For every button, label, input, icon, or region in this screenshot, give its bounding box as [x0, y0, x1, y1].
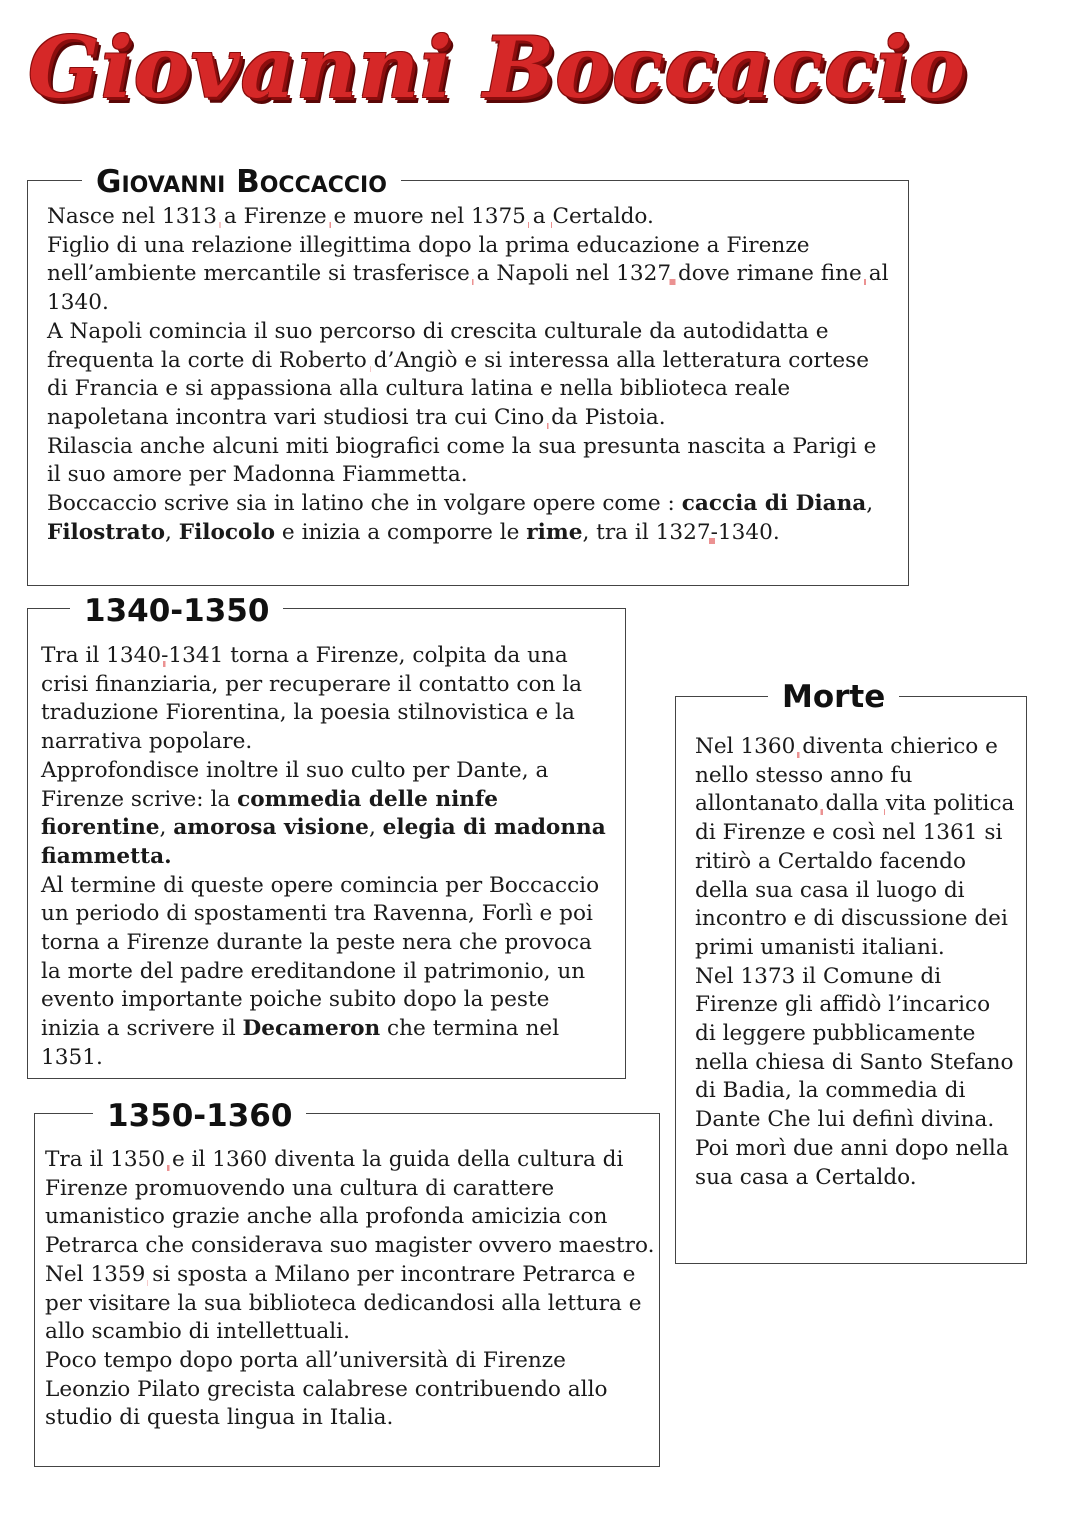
- section-1350-text: Tra il 1350 e il 1360 diventa la guida della cultura di Firenze promuovendo una cultura di carattere umanistico grazie anche alla profonda amicizia con Petrarca che considerava suo magister ovvero maestro. Nel 1359 si sposta a Milano per incontrare Petrarca e per visitare la sua biblioteca dedicandosi alla lettura e allo scambio di intellettuali. Poco tempo dopo porta all’università di Firenze Leonzio Pilato grecista calabrese contribuendo allo studio di questa lingua in Italia.: [45, 1147, 655, 1431]
- page-title: Giovanni Boccaccio: [28, 18, 967, 117]
- section-1340-text: Tra il 1340-1341 torna a Firenze, colpita da una crisi finanziaria, per recuperare il contatto con la traduzione Fiorentina, la poesia stilnovistica e la narrativa popolare. Approfondisce inoltre il suo culto per Dante, a Firenze scrive: la commedia delle ninfe fiorentine, amorosa visione, elegia di madonna fiammetta. Al termine di queste opere comincia per Boccaccio un periodo di spostamenti tra Ravenna, Forlì e poi torna a Firenze durante la peste nera che provoca la morte del padre ereditandone il patrimonio, un evento importante poiche subito dopo la peste inizia a scrivere il Decameron che termina nel 1351.: [41, 643, 606, 1070]
- section-1340-heading: 1340-1350: [70, 591, 283, 631]
- intro-text: Nasce nel 1313 a Firenze e muore nel 1375 a Certaldo. Figlio di una relazione illegittima dopo la prima educazione a Firenze nell’ambiente mercantile si trasferisce a Napoli nel 1327 dove rimane fine al 1340. A Napoli comincia il suo percorso di crescita culturale da autodidatta e frequenta la corte di Roberto d’Angiò e si interessa alla letteratura cortese di Francia e si appassiona alla cultura latina e nella biblioteca reale napoletana incontra vari studiosi tra cui Cino da Pistoia. Rilascia anche alcuni miti biografici come la sua presunta nascita a Parigi e il suo amore per Madonna Fiammetta. Boccaccio scrive sia in latino che in volgare opere come : caccia di Diana, Filostrato, Filocolo e inizia a comporre le rime, tra il 1327-1340.: [47, 204, 889, 545]
- morte-text: Nel 1360 diventa chierico e nello stesso anno fu allontanato dalla vita politica di Firenze e così nel 1361 si ritirò a Certaldo facendo della sua casa il luogo di incontro e di discussione dei primi umanisti italiani. Nel 1373 il Comune di Firenze gli affidò l’incarico di leggere pubblicamente nella chiesa di Santo Stefano di Badia, la commedia di Dante Che lui definì divina. Poi morì due anni dopo nella sua casa a Certaldo.: [695, 734, 1015, 1190]
- section-1350-heading: 1350-1360: [93, 1096, 306, 1136]
- morte-heading: Morte: [768, 677, 899, 717]
- intro-heading: Giovanni Boccaccio: [82, 162, 401, 202]
